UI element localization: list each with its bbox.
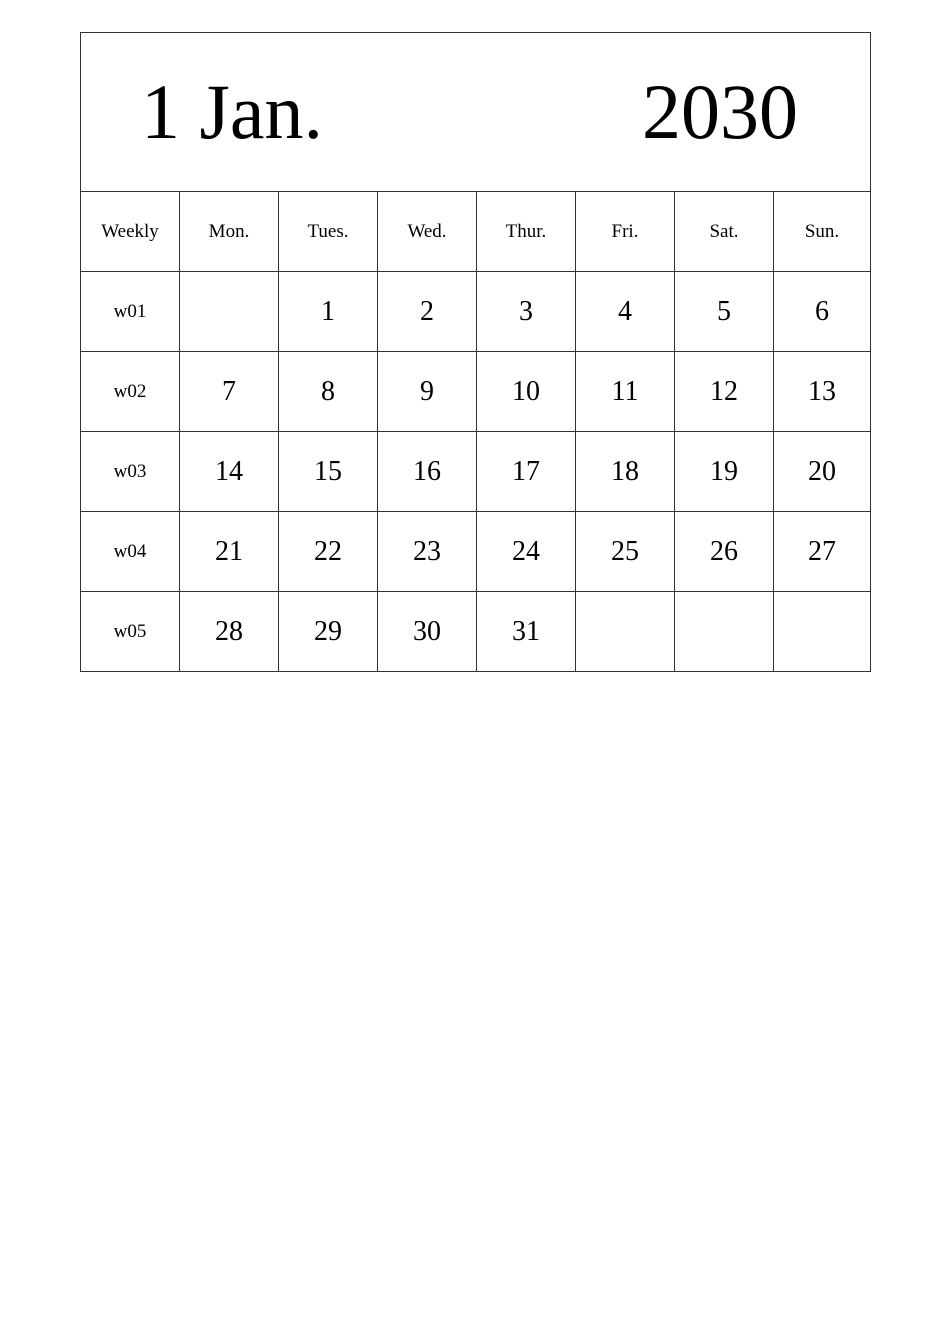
day-cell: 8 xyxy=(279,352,378,432)
day-cell: 4 xyxy=(576,272,675,352)
week-label: w05 xyxy=(81,592,180,672)
day-cell: 16 xyxy=(378,432,477,512)
day-cell: 13 xyxy=(774,352,871,432)
day-cell: 18 xyxy=(576,432,675,512)
day-cell: 19 xyxy=(675,432,774,512)
week-label: w02 xyxy=(81,352,180,432)
day-cell: 27 xyxy=(774,512,871,592)
day-cell: 23 xyxy=(378,512,477,592)
day-cell: 5 xyxy=(675,272,774,352)
day-cell: 24 xyxy=(477,512,576,592)
day-cell: 29 xyxy=(279,592,378,672)
day-cell: 7 xyxy=(180,352,279,432)
week-row xyxy=(81,512,871,592)
day-cell: 11 xyxy=(576,352,675,432)
day-cell: 22 xyxy=(279,512,378,592)
day-cell: 25 xyxy=(576,512,675,592)
header-thur: Thur. xyxy=(477,192,576,272)
weekday-header-row xyxy=(81,192,871,272)
day-cell: 6 xyxy=(774,272,871,352)
week-row xyxy=(81,352,871,432)
header-fri: Fri. xyxy=(576,192,675,272)
day-cell: 1 xyxy=(279,272,378,352)
title-row xyxy=(81,33,871,192)
day-cell xyxy=(576,592,675,672)
header-weekly: Weekly xyxy=(81,192,180,272)
header-sat: Sat. xyxy=(675,192,774,272)
week-label: w03 xyxy=(81,432,180,512)
day-cell: 10 xyxy=(477,352,576,432)
calendar-table xyxy=(80,32,871,672)
day-cell: 17 xyxy=(477,432,576,512)
week-label: w01 xyxy=(81,272,180,352)
week-row xyxy=(81,592,871,672)
day-cell: 21 xyxy=(180,512,279,592)
header-mon: Mon. xyxy=(180,192,279,272)
week-row xyxy=(81,432,871,512)
day-cell xyxy=(675,592,774,672)
header-tues: Tues. xyxy=(279,192,378,272)
day-cell: 9 xyxy=(378,352,477,432)
day-cell: 20 xyxy=(774,432,871,512)
week-label: w04 xyxy=(81,512,180,592)
day-cell: 28 xyxy=(180,592,279,672)
title-month: 1 Jan. xyxy=(141,68,323,155)
day-cell: 2 xyxy=(378,272,477,352)
day-cell: 31 xyxy=(477,592,576,672)
calendar-title xyxy=(81,33,871,192)
day-cell: 14 xyxy=(180,432,279,512)
day-cell xyxy=(774,592,871,672)
header-sun: Sun. xyxy=(774,192,871,272)
day-cell: 30 xyxy=(378,592,477,672)
day-cell: 12 xyxy=(675,352,774,432)
day-cell: 26 xyxy=(675,512,774,592)
week-row xyxy=(81,272,871,352)
title-year: 2030 xyxy=(642,68,798,155)
day-cell xyxy=(180,272,279,352)
header-wed: Wed. xyxy=(378,192,477,272)
day-cell: 15 xyxy=(279,432,378,512)
day-cell: 3 xyxy=(477,272,576,352)
